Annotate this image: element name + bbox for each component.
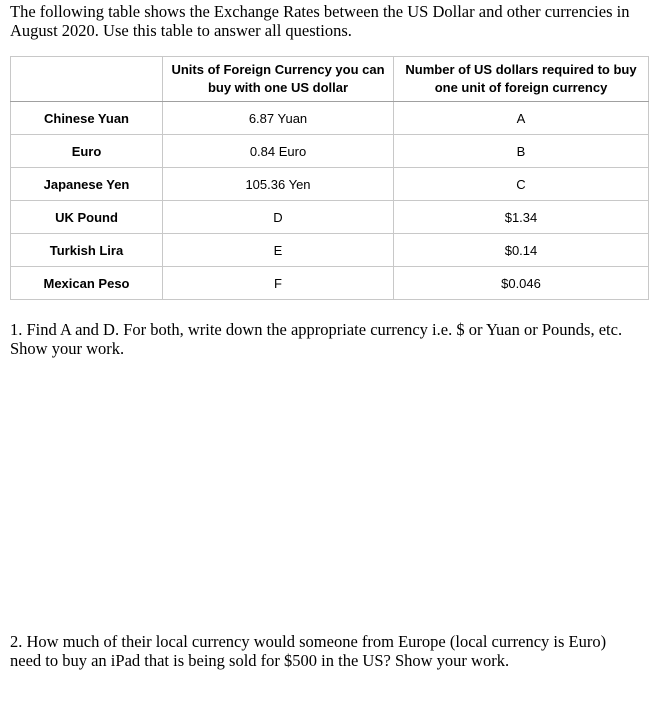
header-units-per-usd: Units of Foreign Currency you can buy with one US dollar (163, 57, 394, 102)
usd-per-unit: B (394, 135, 649, 168)
currency-name: Chinese Yuan (11, 102, 163, 135)
table-row (11, 201, 649, 234)
exchange-rate-table (10, 56, 649, 300)
table-row (11, 168, 649, 201)
table-row (11, 267, 649, 300)
table-row (11, 135, 649, 168)
units-per-usd: 0.84 Euro (163, 135, 394, 168)
table-header-row (11, 57, 649, 102)
usd-per-unit: A (394, 102, 649, 135)
units-per-usd: 105.36 Yen (163, 168, 394, 201)
units-per-usd: E (163, 234, 394, 267)
currency-name: Mexican Peso (11, 267, 163, 300)
intro-paragraph: The following table shows the Exchange Rates between the US Dollar and other currencies in August 2020. Use this table to answer all questions. (10, 2, 630, 40)
currency-name: Euro (11, 135, 163, 168)
table-row (11, 102, 649, 135)
units-per-usd: F (163, 267, 394, 300)
usd-per-unit: C (394, 168, 649, 201)
header-currency (11, 57, 163, 102)
units-per-usd: 6.87 Yuan (163, 102, 394, 135)
table-row (11, 234, 649, 267)
question-2: 2. How much of their local currency would someone from Europe (local currency is Euro) need to buy an iPad that is being sold for $500 in the US? Show your work. (10, 632, 607, 670)
currency-name: UK Pound (11, 201, 163, 234)
header-usd-per-unit: Number of US dollars required to buy one unit of foreign currency (394, 57, 649, 102)
units-per-usd: D (163, 201, 394, 234)
currency-name: Turkish Lira (11, 234, 163, 267)
usd-per-unit: $0.046 (394, 267, 649, 300)
usd-per-unit: $1.34 (394, 201, 649, 234)
currency-name: Japanese Yen (11, 168, 163, 201)
usd-per-unit: $0.14 (394, 234, 649, 267)
question-1: 1. Find A and D. For both, write down the appropriate currency i.e. $ or Yuan or Pounds, etc. Show your work. (10, 320, 623, 358)
